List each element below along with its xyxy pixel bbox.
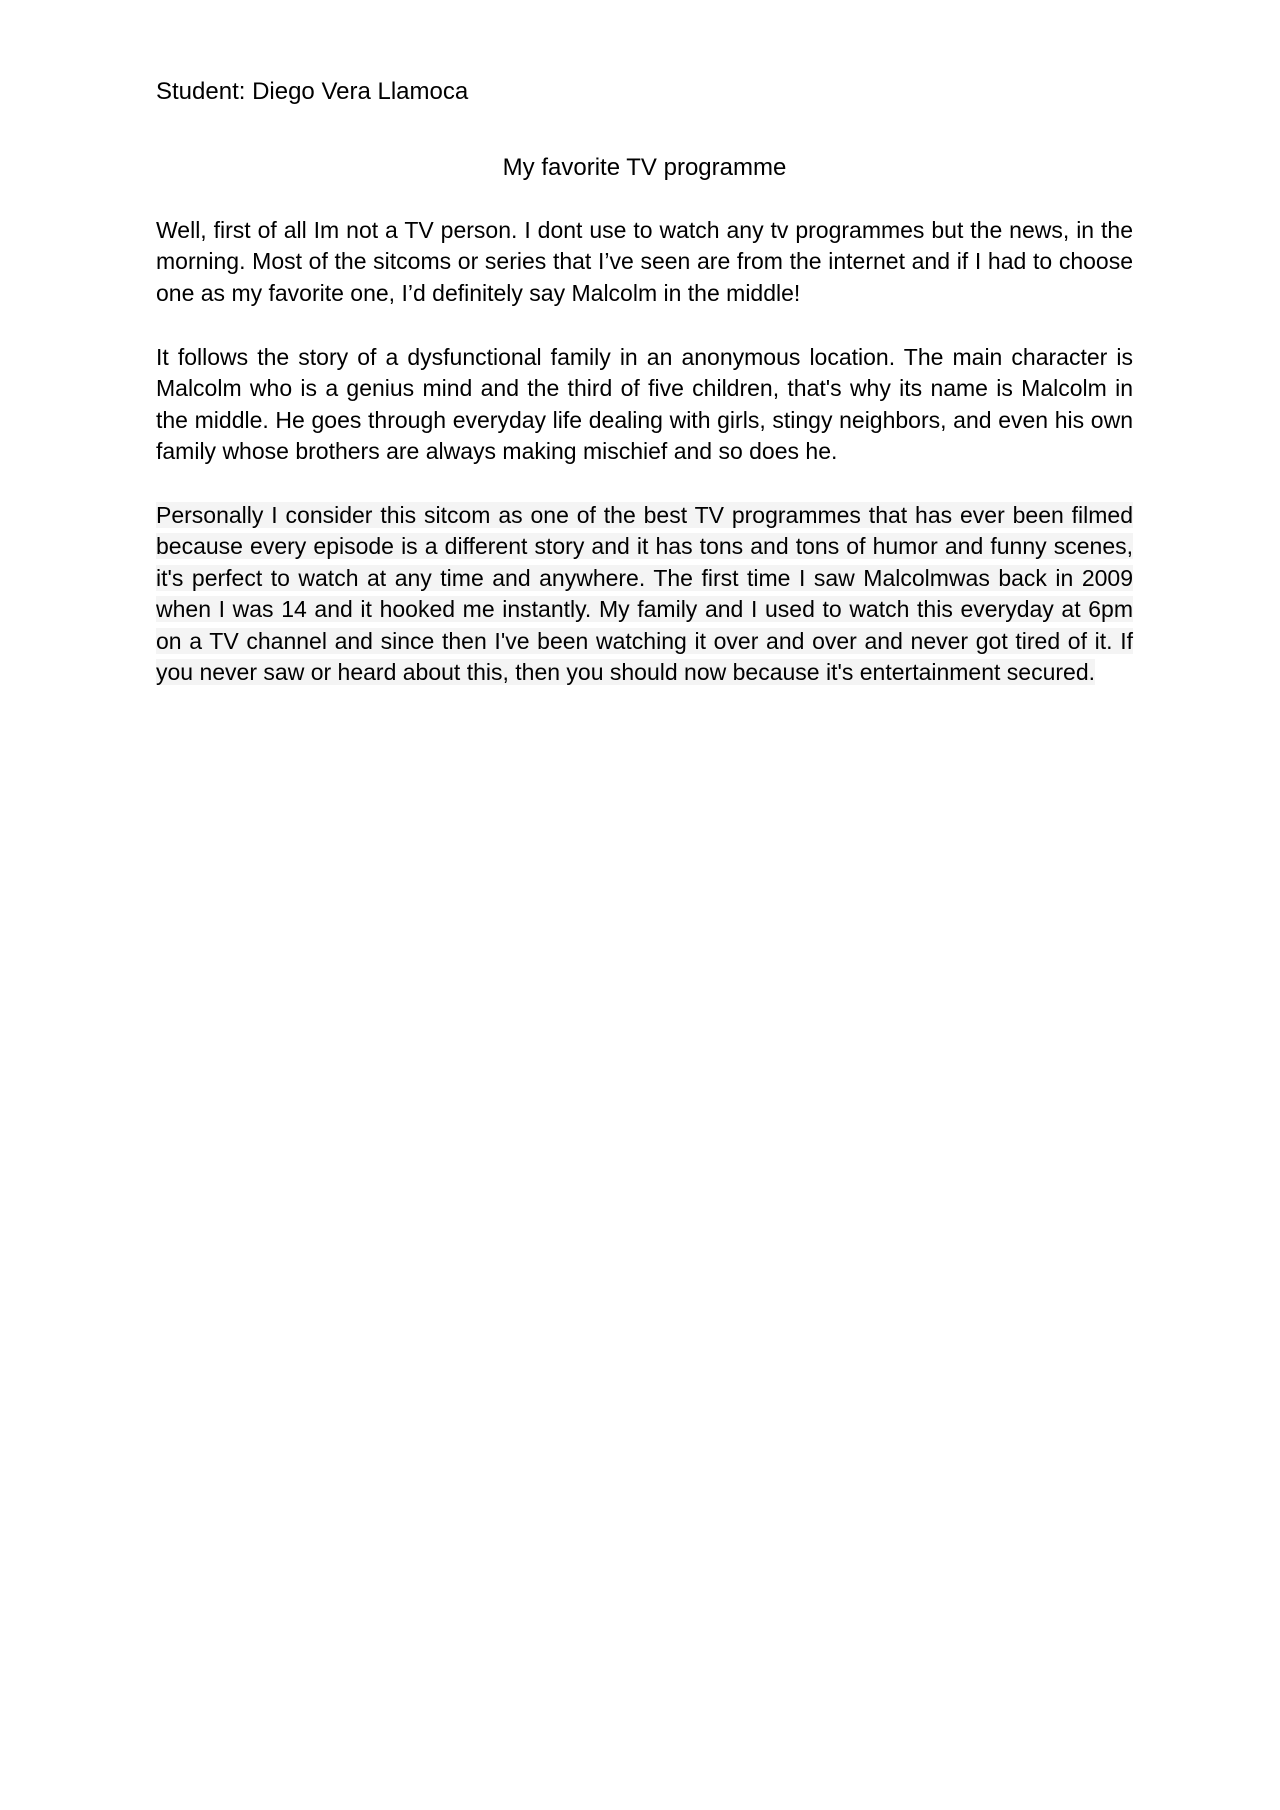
paragraph-1: Well, first of all Im not a TV person. I dont use to watch any tv programmes but the news, in the morning. Most of the sitcoms or series that I’ve seen are from the internet and if I had to choose one as my favorite one, I’d definitely say Malcolm in the middle! (156, 217, 1133, 306)
paragraph-3 (156, 500, 1133, 688)
paragraph-3-text: Personally I consider this sitcom as one of the best TV programmes that has ever been filmed because every episode is a different story and it has tons and tons of humor and funny scenes, it's perfect to watch at any time and anywhere. The first time I saw Malcolmwas back in 2009 when I was 14 and it hooked me instantly. My family and I used to watch this everyday at 6pm on a TV channel and since then I've been watching it over and over and never got tired of it. If you never saw or heard about this, then you should now because it's entertainment secured. (156, 502, 1133, 686)
paragraph-2: It follows the story of a dysfunctional family in an anonymous location. The main character is Malcolm who is a genius mind and the third of five children, that's why its name is Malcolm in the middle. He goes through everyday life dealing with girls, stingy neighbors, and even his own family whose brothers are always making mischief and so does he. (156, 344, 1133, 465)
essay-title: My favorite TV programme (502, 154, 787, 181)
student-name: Student: Diego Vera Llamoca (156, 78, 469, 105)
